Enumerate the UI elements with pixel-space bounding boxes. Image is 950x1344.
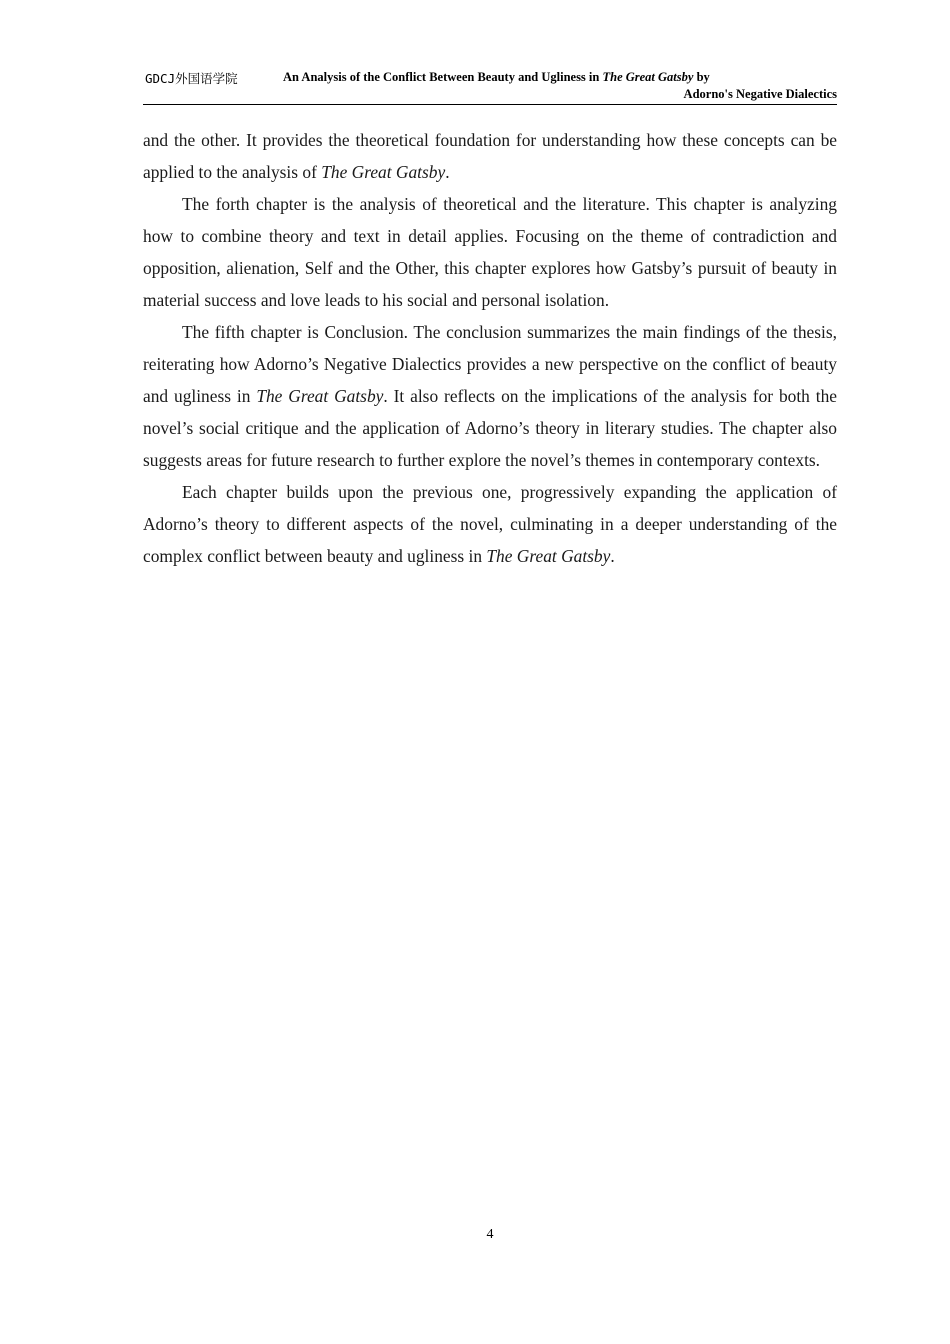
header-institution: GDCJ外国语学院 <box>145 71 238 86</box>
page-number: 4 <box>486 1227 494 1242</box>
paragraph-3 <box>143 316 837 476</box>
paragraph-1 <box>143 124 837 188</box>
paragraph-4-text-a: Each chapter builds upon the previous one, progressively expanding the application of Adorno’s theory to different aspects of the novel, culminating in a deeper understanding of the complex conflict between beauty and ugliness in <box>143 482 837 566</box>
header-title-italic: The Great Gatsby <box>602 70 694 84</box>
paragraph-3-italic: The Great Gatsby <box>256 386 384 406</box>
paragraph-1-italic: The Great Gatsby <box>321 162 446 182</box>
paragraph-3-text-b: . It also reflects on the implications of the analysis for both the novel’s social critique and the application of Adorno’s theory in literary studies. The chapter also suggests areas for future research to further explore the novel’s themes in contemporary contexts. <box>143 386 837 470</box>
paragraph-4-text-b: . <box>610 546 615 566</box>
header-title-line1 <box>277 69 837 86</box>
header-title-pre: An Analysis of the Conflict Between Beauty and Ugliness in <box>283 70 603 84</box>
document-body <box>143 124 837 572</box>
paragraph-2: The forth chapter is the analysis of theoretical and the literature. This chapter is analyzing how to combine theory and text in detail applies. Focusing on the theme of contradiction and opposition, alienation, Self and the Other, this chapter explores how Gatsby’s pursuit of beauty in material success and love leads to his social and personal isolation. <box>143 194 837 310</box>
paragraph-3-text-a: The fifth chapter is Conclusion. The conclusion summarizes the main findings of the thesis, reiterating how Adorno’s Negative Dialectics provides a new perspective on the conflict of beauty and ugliness in <box>143 322 837 406</box>
paragraph-4-italic: The Great Gatsby <box>486 546 611 566</box>
paragraph-1-text-b: . <box>445 162 450 182</box>
paragraph-1-text-a: and the other. It provides the theoretical foundation for understanding how these concepts can be applied to the analysis of <box>143 130 837 182</box>
header-title-line2: Adorno's Negative Dialectics <box>683 87 837 101</box>
page-header <box>143 66 837 105</box>
header-title <box>277 69 837 103</box>
header-title-post: by <box>693 70 710 84</box>
paragraph-4 <box>143 476 837 572</box>
